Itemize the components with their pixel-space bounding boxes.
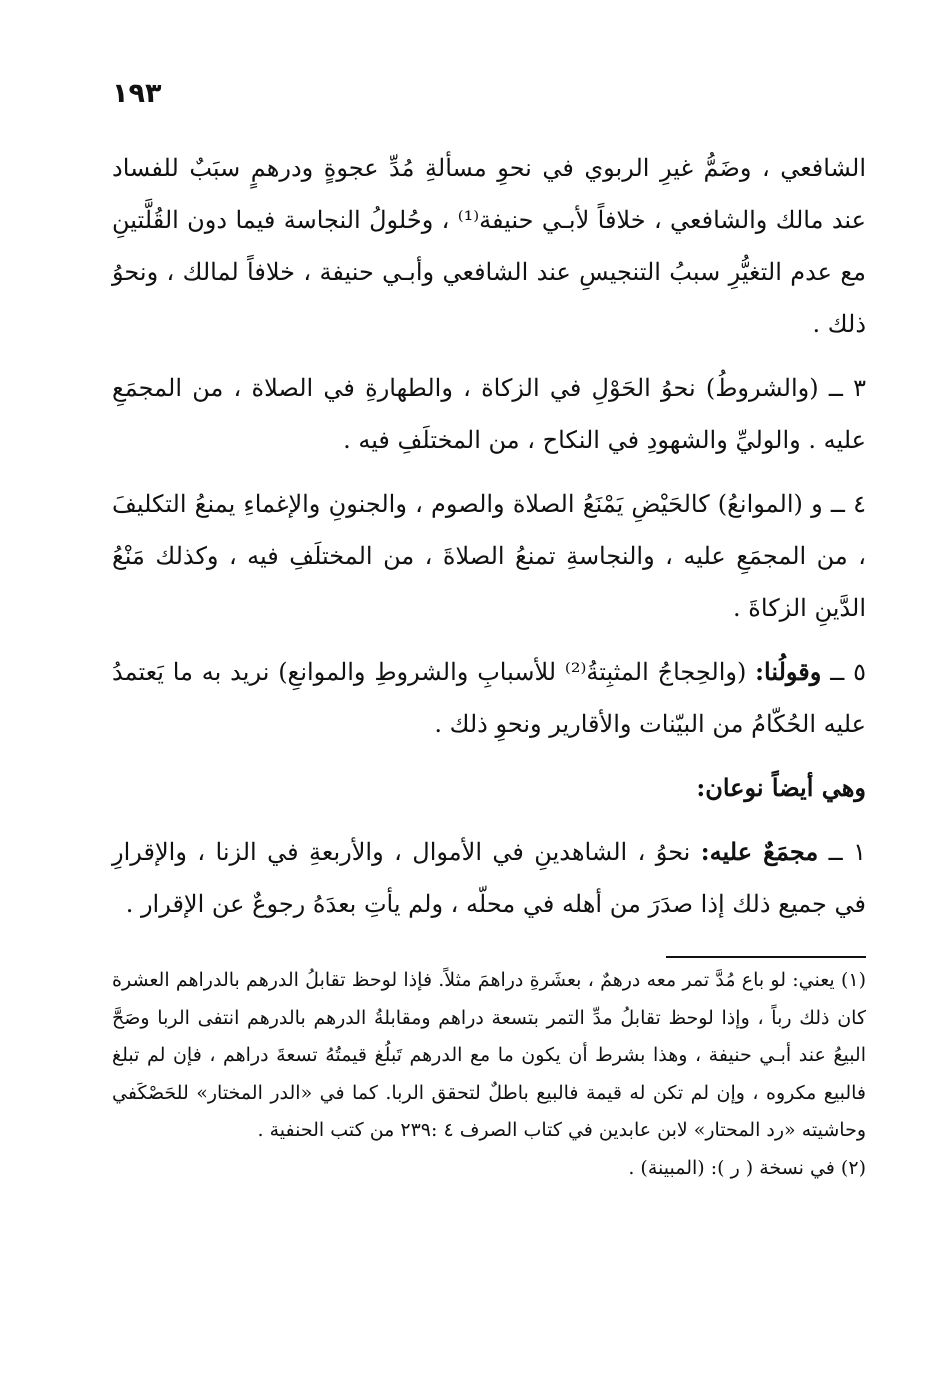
paragraph-text: نحوُ ، الشاهدينِ في الأموال ، والأربعةِ في الزنا ، والإقرارِ في جميع ذلك إذا صدَرَ من أهله في محلّه ، ولم يأتِ بعدَهُ رجوعٌ عن الإقرار . [112,838,866,918]
page-number: ١٩٣ [112,78,162,109]
paragraph-text: و (الموانعُ) كالحَيْضِ يَمْنَعُ الصلاة والصوم ، والجنونِ والإغماءِ يمنعُ التكليفَ ، من المجمَعِ عليه ، والنجاسةِ تمنعُ الصلاةَ ، من المختلَفِ فيه ، وكذلك مَنْعُ الدَّينِ الزكاةَ . [112,490,866,622]
paragraph-text: الشافعي ، وضَمُّ غيرِ الربوي في نحوِ مسألةِ مُدِّ عجوةٍ ودرهمٍ سبَبٌ للفساد عند مالك والشافعي ، خلافاً لأبـي حنيفة⁽¹⁾ ، وحُلولُ النجاسة فيما دون القُلَّتينِ مع عدم التغيُّرِ سببُ التنجيسِ عند الشافعي وأبـي حنيفة ، خلافاً لمالك ، ونحوُ ذلك . [112,154,866,338]
paragraph [112,362,866,466]
item-number: ٣ ــ [828,374,866,402]
footnotes [112,962,866,1187]
paragraph [112,478,866,634]
item-number: ١ ــ [828,838,866,866]
footnote: (١) يعني: لو باع مُدَّ تمر معه درهمٌ ، بعشَرةِ دراهمَ مثلاً. فإذا لوحظ تقابلُ الدرهم بالدراهم العشرة كان ذلك رباً ، وإذا لوحظ تقابلُ مدِّ التمر بتسعة دراهم ومقابلةُ الدرهم بالدرهم انتفى الربا وصَحَّ البيعُ عند أبـي حنيفة ، وهذا بشرط أن يكون ما مع الدرهم تَبلُغ قيمتُهُ تسعةَ دراهم ، فإن لم تبلغ فالبيع مكروه ، وإن لم تكن له قيمة فالبيع باطلٌ لتحقق الربا. كما في «الدر المختار» للحَصْكَفي وحاشيته «رد المحتار» لابن عابدين في كتاب الصرف ٤ :٢٣٩ من كتب الحنفية . [112,969,866,1141]
paragraph [112,762,866,814]
item-number: ٤ ــ [830,490,866,518]
item-number: ٥ ــ [830,658,866,686]
footnote: (٢) في نسخة ( ر ): (المبينة) . [628,1156,866,1179]
section-heading: وهي أيضاً نوعان: [696,773,866,802]
paragraph [112,646,866,750]
main-text [112,142,866,942]
paragraph [112,826,866,930]
paragraph [112,142,866,350]
footnote-separator [666,956,866,958]
item-heading: وقولُنا: [755,657,822,686]
paragraph-text: (والشروطُ) نحوُ الحَوْلِ في الزكاة ، والطهارةِ في الصلاة ، من المجمَعِ عليه . والوليِّ والشهودِ في النكاح ، من المختلَفِ فيه . [112,374,866,454]
paragraph-text: (والحِجاجُ المثبِتةُ⁽²⁾ للأسبابِ والشروطِ والموانعِ) نريد به ما يَعتمدُ عليه الحُكّامُ من البيّنات والأقارير ونحوِ ذلك . [112,658,866,738]
item-heading: مجمَعٌ عليه: [700,837,819,866]
